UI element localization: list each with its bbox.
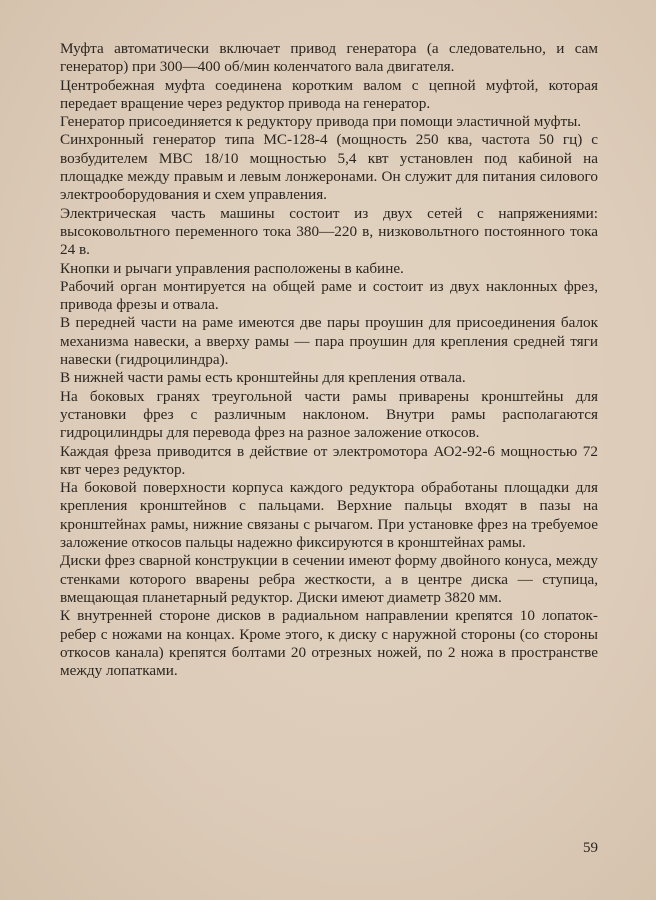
paragraph: Каждая фреза приводится в действие от электромотора АО2-92-6 мощностью 72 квт через редуктор. (60, 442, 598, 478)
page-number: 59 (583, 840, 598, 856)
paragraph: В передней части на раме имеются две пары проушин для присоединения балок механизма навески, а вверху рамы — пара проушин для крепления средней тяги навески (гидроцилиндра). (60, 314, 598, 369)
paragraph: Муфта автоматически включает привод генератора (а следовательно, и сам генератор) при 300—400 об/мин коленчатого вала двигателя. (60, 40, 598, 76)
paragraph: Кнопки и рычаги управления расположены в кабине. (60, 259, 404, 277)
paragraph: Центробежная муфта соединена коротким валом с цепной муфтой, которая передает вращение через редуктор привода на генератор. (60, 76, 598, 112)
paragraph: Электрическая часть машины состоит из двух сетей с напряжениями: высоковольтного переменного тока 380—220 в, низковольтного постоянного тока 24 в. (60, 204, 598, 259)
paragraph: Синхронный генератор типа МС-128-4 (мощность 250 ква, частота 50 гц) с возбудителем МВС 18/10 мощностью 5,4 квт установлен под кабиной на площадке между правым и левым лонжеронами. Он служит для питания силового электрооборудования и схем управления. (60, 131, 598, 204)
paragraph: В нижней части рамы есть кронштейны для крепления отвала. (60, 369, 466, 387)
page-body (60, 40, 598, 680)
paragraph: Генератор присоединяется к редуктору привода при помощи эластичной муфты. (60, 113, 582, 131)
paragraph: К внутренней стороне дисков в радиальном направлении крепятся 10 лопаток-ребер с ножами на концах. Кроме этого, к диску с наружной стороны (со стороны откосов канала) крепятся болтами 20 отрезных ножей, по 2 ножа в пространстве между лопатками. (60, 607, 598, 680)
paragraph: На боковых гранях треугольной части рамы приварены кронштейны для установки фрез с различным наклоном. Внутри рамы располагаются гидроцилиндры для перевода фрез на разное заложение откосов. (60, 387, 598, 442)
paragraph: На боковой поверхности корпуса каждого редуктора обработаны площадки для крепления кронштейнов с пальцами. Верхние пальцы входят в пазы на кронштейнах рамы, нижние связаны с рычагом. При установке фрез на требуемое заложение откосов пальцы надежно фиксируются в кронштейнах рамы. (60, 479, 598, 552)
paragraph: Рабочий орган монтируется на общей раме и состоит из двух наклонных фрез, привода фрезы и отвала. (60, 277, 598, 314)
paragraph: Диски фрез сварной конструкции в сечении имеют форму двойного конуса, между стенками которого вварены ребра жесткости, а в центре диска — ступица, вмещающая планетарный редуктор. Диски имеют диаметр 3820 мм. (60, 552, 598, 606)
